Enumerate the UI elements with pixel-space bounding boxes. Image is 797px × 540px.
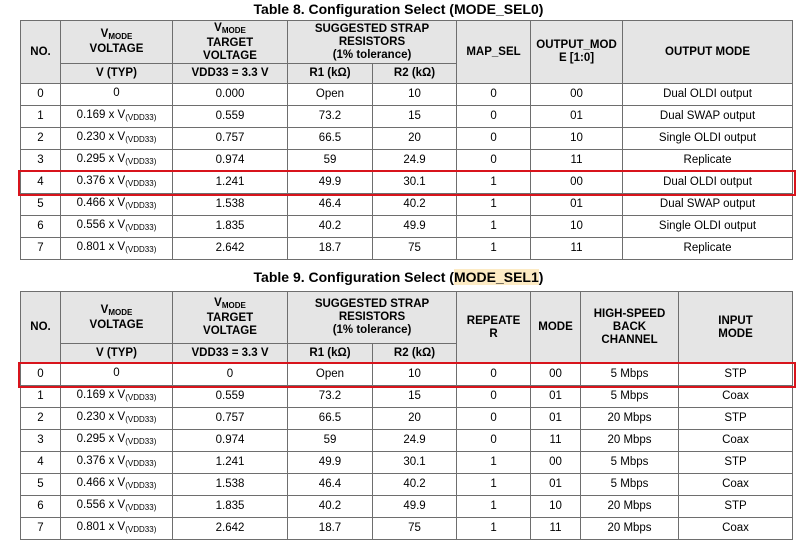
table-row	[21, 386, 793, 408]
cell-r2: 30.1	[373, 452, 457, 474]
cell-r1: 73.2	[288, 386, 373, 408]
cell-r1: 59	[288, 430, 373, 452]
cell-r1: Open	[288, 84, 373, 106]
cell-c6: 01	[531, 474, 581, 496]
cell-c8: STP	[679, 452, 793, 474]
cell-c6: 00	[531, 172, 623, 194]
cell-r1: 49.9	[288, 452, 373, 474]
cell-r1: 49.9	[288, 172, 373, 194]
cell-v: 0	[61, 364, 173, 386]
cell-c5: 0	[457, 364, 531, 386]
cell-c5: 0	[457, 128, 531, 150]
cell-r2: 30.1	[373, 172, 457, 194]
cell-r1: 59	[288, 150, 373, 172]
table8-caption-prefix: Table 8. Configuration Select (	[253, 1, 454, 17]
cell-v: 0.801 x $V_{(VDD33)}$	[61, 238, 173, 260]
table-row	[21, 474, 793, 496]
cell-target: 1.835	[173, 496, 288, 518]
cell-no: 3	[21, 430, 61, 452]
cell-v: 0.169 x $V_{(VDD33)}$	[61, 106, 173, 128]
table-row	[21, 216, 793, 238]
cell-c6: 01	[531, 106, 623, 128]
table-row	[21, 238, 793, 260]
t8-header-no: NO.	[21, 21, 61, 84]
cell-c5: 1	[457, 194, 531, 216]
cell-c7: Replicate	[623, 238, 793, 260]
table9-caption-suffix: )	[538, 269, 544, 285]
t8-subheader-vtyp: V (TYP)	[61, 64, 173, 84]
cell-r2: 49.9	[373, 216, 457, 238]
cell-v: 0.466 x $V_{(VDD33)}$	[61, 474, 173, 496]
table9	[20, 291, 793, 540]
cell-r2: 15	[373, 106, 457, 128]
cell-c5: 0	[457, 106, 531, 128]
cell-c5: 1	[457, 216, 531, 238]
cell-target: 2.642	[173, 518, 288, 540]
cell-r1: 66.5	[288, 128, 373, 150]
t8-subheader-r1: R1 (kΩ)	[288, 64, 373, 84]
cell-c5: 1	[457, 518, 531, 540]
t9-subheader-vdd: VDD33 = 3.3 V	[173, 344, 288, 364]
table-row	[21, 452, 793, 474]
cell-v: 0.376 x $V_{(VDD33)}$	[61, 452, 173, 474]
t8-subheader-vdd: VDD33 = 3.3 V	[173, 64, 288, 84]
cell-c7: Dual OLDI output	[623, 172, 793, 194]
cell-c7: 20 Mbps	[581, 408, 679, 430]
cell-r2: 20	[373, 408, 457, 430]
cell-target: 0.974	[173, 150, 288, 172]
cell-v: 0.556 x $V_{(VDD33)}$	[61, 496, 173, 518]
cell-v: 0.466 x $V_{(VDD33)}$	[61, 194, 173, 216]
cell-no: 5	[21, 474, 61, 496]
t9-header-mode: MODE	[531, 292, 581, 364]
cell-c5: 0	[457, 84, 531, 106]
cell-r2: 15	[373, 386, 457, 408]
cell-r1: 40.2	[288, 216, 373, 238]
cell-no: 5	[21, 194, 61, 216]
cell-no: 7	[21, 238, 61, 260]
cell-c5: 1	[457, 452, 531, 474]
cell-c7: Dual SWAP output	[623, 106, 793, 128]
cell-c7: 5 Mbps	[581, 452, 679, 474]
cell-v: 0.230 x $V_{(VDD33)}$	[61, 408, 173, 430]
cell-target: 0.757	[173, 128, 288, 150]
t9-header-input-mode: INPUT MODE	[679, 292, 793, 364]
t8-header-strap: SUGGESTED STRAP RESISTORS (1% tolerance)	[288, 21, 457, 64]
cell-no: 1	[21, 386, 61, 408]
t9-subheader-r1: R1 (kΩ)	[288, 344, 373, 364]
table-row	[21, 194, 793, 216]
cell-c6: 11	[531, 430, 581, 452]
cell-c6: 11	[531, 238, 623, 260]
cell-r2: 24.9	[373, 150, 457, 172]
cell-c6: 11	[531, 150, 623, 172]
cell-v: 0.230 x $V_{(VDD33)}$	[61, 128, 173, 150]
cell-v: 0.169 x $V_{(VDD33)}$	[61, 386, 173, 408]
cell-c5: 1	[457, 238, 531, 260]
cell-target: 2.642	[173, 238, 288, 260]
cell-c7: 20 Mbps	[581, 496, 679, 518]
cell-no: 2	[21, 408, 61, 430]
cell-v: 0.295 x $V_{(VDD33)}$	[61, 150, 173, 172]
cell-c7: Single OLDI output	[623, 128, 793, 150]
cell-c6: 10	[531, 128, 623, 150]
cell-no: 6	[21, 216, 61, 238]
t8-header-vmode: $V_{MODE}$ VOLTAGE	[61, 21, 173, 64]
cell-target: 1.241	[173, 172, 288, 194]
t8-header-output-mode: OUTPUT MODE	[623, 21, 793, 84]
cell-c6: 00	[531, 364, 581, 386]
t9-subheader-vtyp: V (TYP)	[61, 344, 173, 364]
cell-r1: Open	[288, 364, 373, 386]
cell-c7: 5 Mbps	[581, 474, 679, 496]
cell-r1: 73.2	[288, 106, 373, 128]
cell-r2: 75	[373, 518, 457, 540]
cell-target: 1.538	[173, 474, 288, 496]
table-row	[21, 84, 793, 106]
cell-c6: 01	[531, 408, 581, 430]
cell-c8: Coax	[679, 474, 793, 496]
cell-no: 6	[21, 496, 61, 518]
table-row	[21, 150, 793, 172]
cell-r2: 10	[373, 84, 457, 106]
cell-c5: 1	[457, 474, 531, 496]
cell-r1: 40.2	[288, 496, 373, 518]
cell-v: 0.801 x $V_{(VDD33)}$	[61, 518, 173, 540]
table9-caption-register: MODE_SEL1	[453, 269, 539, 285]
cell-target: 0.974	[173, 430, 288, 452]
cell-target: 0.000	[173, 84, 288, 106]
t8-header-output-mode-bits: OUTPUT_MOD E [1:0]	[531, 21, 623, 84]
table-row	[21, 408, 793, 430]
t9-header-vmode: $V_{MODE}$ VOLTAGE	[61, 292, 173, 344]
cell-c7: Dual OLDI output	[623, 84, 793, 106]
cell-target: 1.538	[173, 194, 288, 216]
cell-no: 2	[21, 128, 61, 150]
t8-header-map-sel: MAP_SEL	[457, 21, 531, 84]
t8-subheader-r2: R2 (kΩ)	[373, 64, 457, 84]
cell-no: 4	[21, 172, 61, 194]
cell-c6: 11	[531, 518, 581, 540]
cell-v: 0	[61, 84, 173, 106]
cell-target: 0.559	[173, 386, 288, 408]
cell-c5: 0	[457, 386, 531, 408]
cell-c7: Replicate	[623, 150, 793, 172]
cell-no: 3	[21, 150, 61, 172]
cell-c6: 00	[531, 84, 623, 106]
cell-r2: 49.9	[373, 496, 457, 518]
cell-no: 7	[21, 518, 61, 540]
cell-c6: 01	[531, 194, 623, 216]
cell-r1: 66.5	[288, 408, 373, 430]
cell-c6: 00	[531, 452, 581, 474]
t9-header-no: NO.	[21, 292, 61, 364]
table-row	[21, 496, 793, 518]
t8-body	[21, 84, 793, 260]
table-row	[21, 364, 793, 386]
cell-c5: 0	[457, 150, 531, 172]
cell-target: 1.241	[173, 452, 288, 474]
cell-r2: 24.9	[373, 430, 457, 452]
t9-header-repeater: REPEATE R	[457, 292, 531, 364]
cell-c7: 20 Mbps	[581, 430, 679, 452]
cell-r2: 10	[373, 364, 457, 386]
cell-c6: 10	[531, 496, 581, 518]
cell-c8: STP	[679, 364, 793, 386]
table9-caption-prefix: Table 9. Configuration Select (	[253, 269, 454, 285]
cell-r2: 75	[373, 238, 457, 260]
cell-c7: 5 Mbps	[581, 386, 679, 408]
cell-c7: Dual SWAP output	[623, 194, 793, 216]
cell-c8: Coax	[679, 518, 793, 540]
cell-c5: 0	[457, 408, 531, 430]
t9-subheader-r2: R2 (kΩ)	[373, 344, 457, 364]
cell-c7: Single OLDI output	[623, 216, 793, 238]
cell-c8: Coax	[679, 430, 793, 452]
cell-c7: 5 Mbps	[581, 364, 679, 386]
cell-r2: 40.2	[373, 194, 457, 216]
cell-r1: 18.7	[288, 238, 373, 260]
t8-header-target: $V_{MODE}$ TARGET VOLTAGE	[173, 21, 288, 64]
cell-c7: 20 Mbps	[581, 518, 679, 540]
t9-header-strap: SUGGESTED STRAP RESISTORS (1% tolerance)	[288, 292, 457, 344]
cell-c5: 1	[457, 172, 531, 194]
cell-v: 0.556 x $V_{(VDD33)}$	[61, 216, 173, 238]
cell-c6: 01	[531, 386, 581, 408]
table8-caption-register: MODE_SEL0	[453, 1, 539, 17]
table9-caption	[0, 269, 797, 286]
table8-caption-suffix: )	[538, 1, 544, 17]
table-row	[21, 518, 793, 540]
cell-target: 1.835	[173, 216, 288, 238]
cell-c6: 10	[531, 216, 623, 238]
table8-caption	[0, 1, 797, 18]
cell-v: 0.376 x $V_{(VDD33)}$	[61, 172, 173, 194]
cell-c5: 1	[457, 496, 531, 518]
cell-c8: STP	[679, 408, 793, 430]
cell-c8: STP	[679, 496, 793, 518]
cell-r1: 46.4	[288, 474, 373, 496]
cell-r2: 20	[373, 128, 457, 150]
table-row	[21, 106, 793, 128]
table-row	[21, 430, 793, 452]
t9-header-back-channel: HIGH-SPEED BACK CHANNEL	[581, 292, 679, 364]
cell-no: 0	[21, 364, 61, 386]
cell-r1: 18.7	[288, 518, 373, 540]
table-row	[21, 128, 793, 150]
table-row	[21, 172, 793, 194]
t9-header-target: $V_{MODE}$ TARGET VOLTAGE	[173, 292, 288, 344]
cell-c5: 0	[457, 430, 531, 452]
cell-no: 4	[21, 452, 61, 474]
cell-target: 0.757	[173, 408, 288, 430]
cell-no: 1	[21, 106, 61, 128]
cell-r1: 46.4	[288, 194, 373, 216]
cell-target: 0.559	[173, 106, 288, 128]
t9-body	[21, 364, 793, 540]
cell-v: 0.295 x $V_{(VDD33)}$	[61, 430, 173, 452]
cell-no: 0	[21, 84, 61, 106]
table8	[20, 20, 793, 260]
cell-r2: 40.2	[373, 474, 457, 496]
cell-c8: Coax	[679, 386, 793, 408]
cell-target: 0	[173, 364, 288, 386]
